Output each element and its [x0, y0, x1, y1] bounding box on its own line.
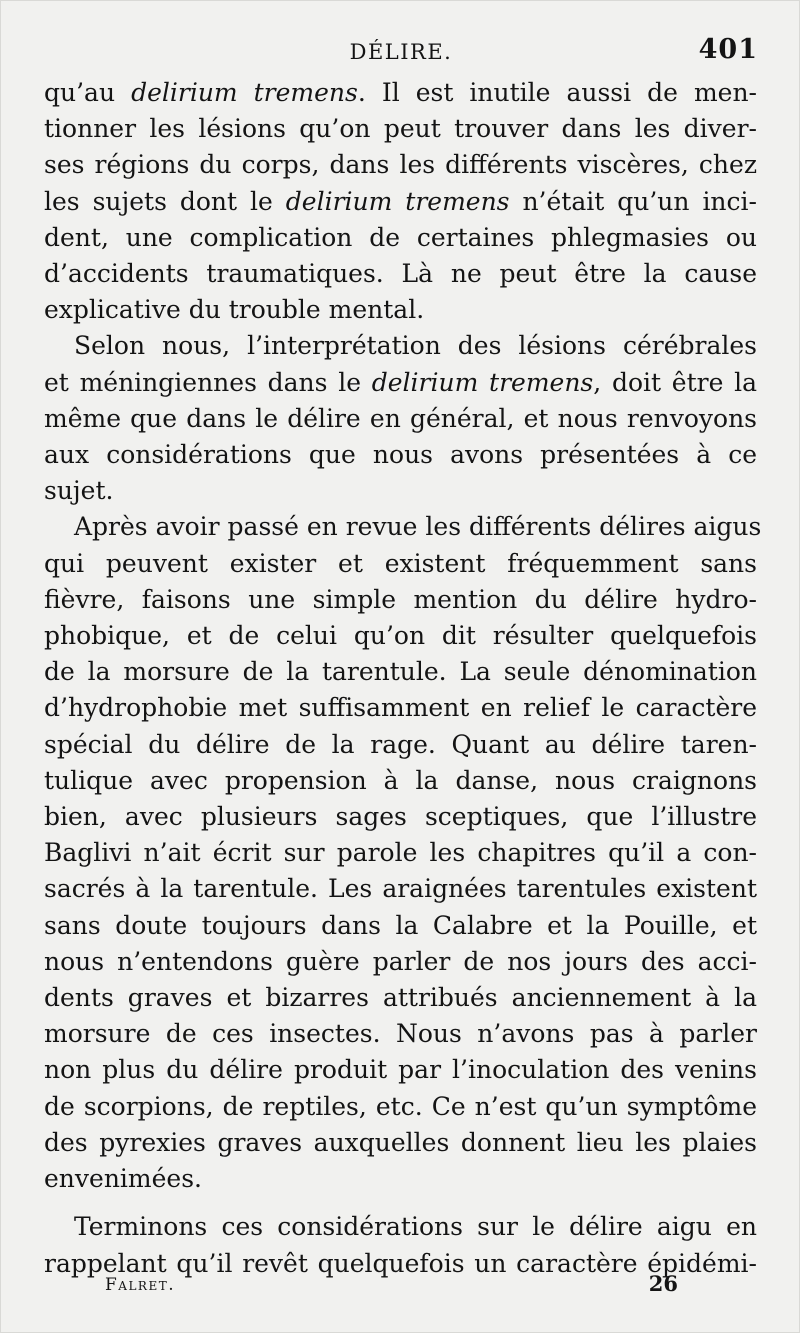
text-line: de scorpions, de reptiles, etc. Ce n’est qu’un symptôme: [44, 1091, 757, 1121]
text-line: explicative du trouble mental.: [44, 295, 425, 325]
signature-mark-author: Falret.: [105, 1275, 176, 1295]
running-title: DÉLIRE.: [349, 40, 453, 64]
text-line: Baglivi n’ait écrit sur parole les chapitres qu’il a con-: [44, 838, 757, 868]
text-line: spécial du délire de la rage. Quant au délire taren-: [44, 729, 757, 759]
text-line: aux considérations que nous avons présentées à ce: [44, 440, 757, 470]
signature-mark-number: 26: [648, 1271, 678, 1296]
text-line: de la morsure de la tarentule. La seule dénomination: [44, 657, 757, 687]
text-segment: qu’au: [44, 78, 116, 107]
text-line: ses régions du corps, dans les différents viscères, chez: [44, 150, 757, 180]
running-head: [44, 36, 758, 72]
text-line: qui peuvent exister et existent fréquemment sans: [44, 548, 757, 578]
text-line: morsure de ces insectes. Nous n’avons pas à parler: [44, 1019, 757, 1049]
text-line: rappelant qu’il revêt quelquefois un caractère épidémi-: [44, 1248, 757, 1278]
body-text: [44, 75, 762, 1282]
text-line: dent, une complication de certaines phlegmasies ou: [44, 222, 757, 252]
text-line: dents graves et bizarres attribués anciennement à la: [44, 983, 757, 1013]
page-footer: [105, 1271, 678, 1301]
italic-term: delirium tremens: [371, 367, 594, 397]
italic-term: delirium tremens: [131, 78, 358, 107]
italic-term: delirium tremens: [285, 186, 510, 216]
text-line: tulique avec propension à la danse, nous craignons: [44, 765, 757, 795]
text-line: des pyrexies graves auxquelles donnent lieu les plaies: [44, 1127, 757, 1157]
text-line: Après avoir passé en revue les différents délires aigus: [74, 512, 762, 542]
text-line: Selon nous, l’interprétation des lésions cérébrales: [74, 331, 757, 361]
text-line: Terminons ces considérations sur le délire aigu en: [74, 1212, 757, 1242]
text-line: phobique, et de celui qu’on dit résulter quelquefois: [44, 621, 757, 651]
text-segment: et méningiennes dans le: [44, 367, 361, 397]
text-line: envenimées.: [44, 1164, 202, 1194]
text-line: tionner les lésions qu’on peut trouver dans les diver-: [44, 114, 757, 144]
text-line: non plus du délire produit par l’inoculation des venins: [44, 1055, 757, 1085]
text-segment: . Il est inutile aussi de men-: [357, 78, 757, 107]
text-segment: n’était qu’un inci-: [509, 186, 757, 216]
text-line: bien, avec plusieurs sages sceptiques, que l’illustre: [44, 802, 757, 832]
text-line: même que dans le délire en général, et nous renvoyons: [44, 403, 757, 433]
text-line: sacrés à la tarentule. Les araignées tarentules existent: [44, 874, 757, 904]
text-line: d’accidents traumatiques. Là ne peut être la cause: [44, 259, 757, 289]
text-segment: les sujets dont le: [44, 186, 273, 216]
text-line: d’hydrophobie met suffisamment en relief le caractère: [44, 693, 757, 723]
text-line: [44, 365, 757, 401]
text-line: sujet.: [44, 476, 114, 506]
text-segment: , doit être la: [593, 367, 758, 397]
page-number: 401: [698, 34, 758, 65]
text-line: fièvre, faisons une simple mention du délire hydro-: [44, 584, 757, 614]
text-line: [44, 184, 757, 220]
text-line: [44, 75, 757, 111]
text-line: sans doute toujours dans la Calabre et la Pouille, et: [44, 910, 757, 940]
text-line: nous n’entendons guère parler de nos jours des acci-: [44, 946, 757, 976]
